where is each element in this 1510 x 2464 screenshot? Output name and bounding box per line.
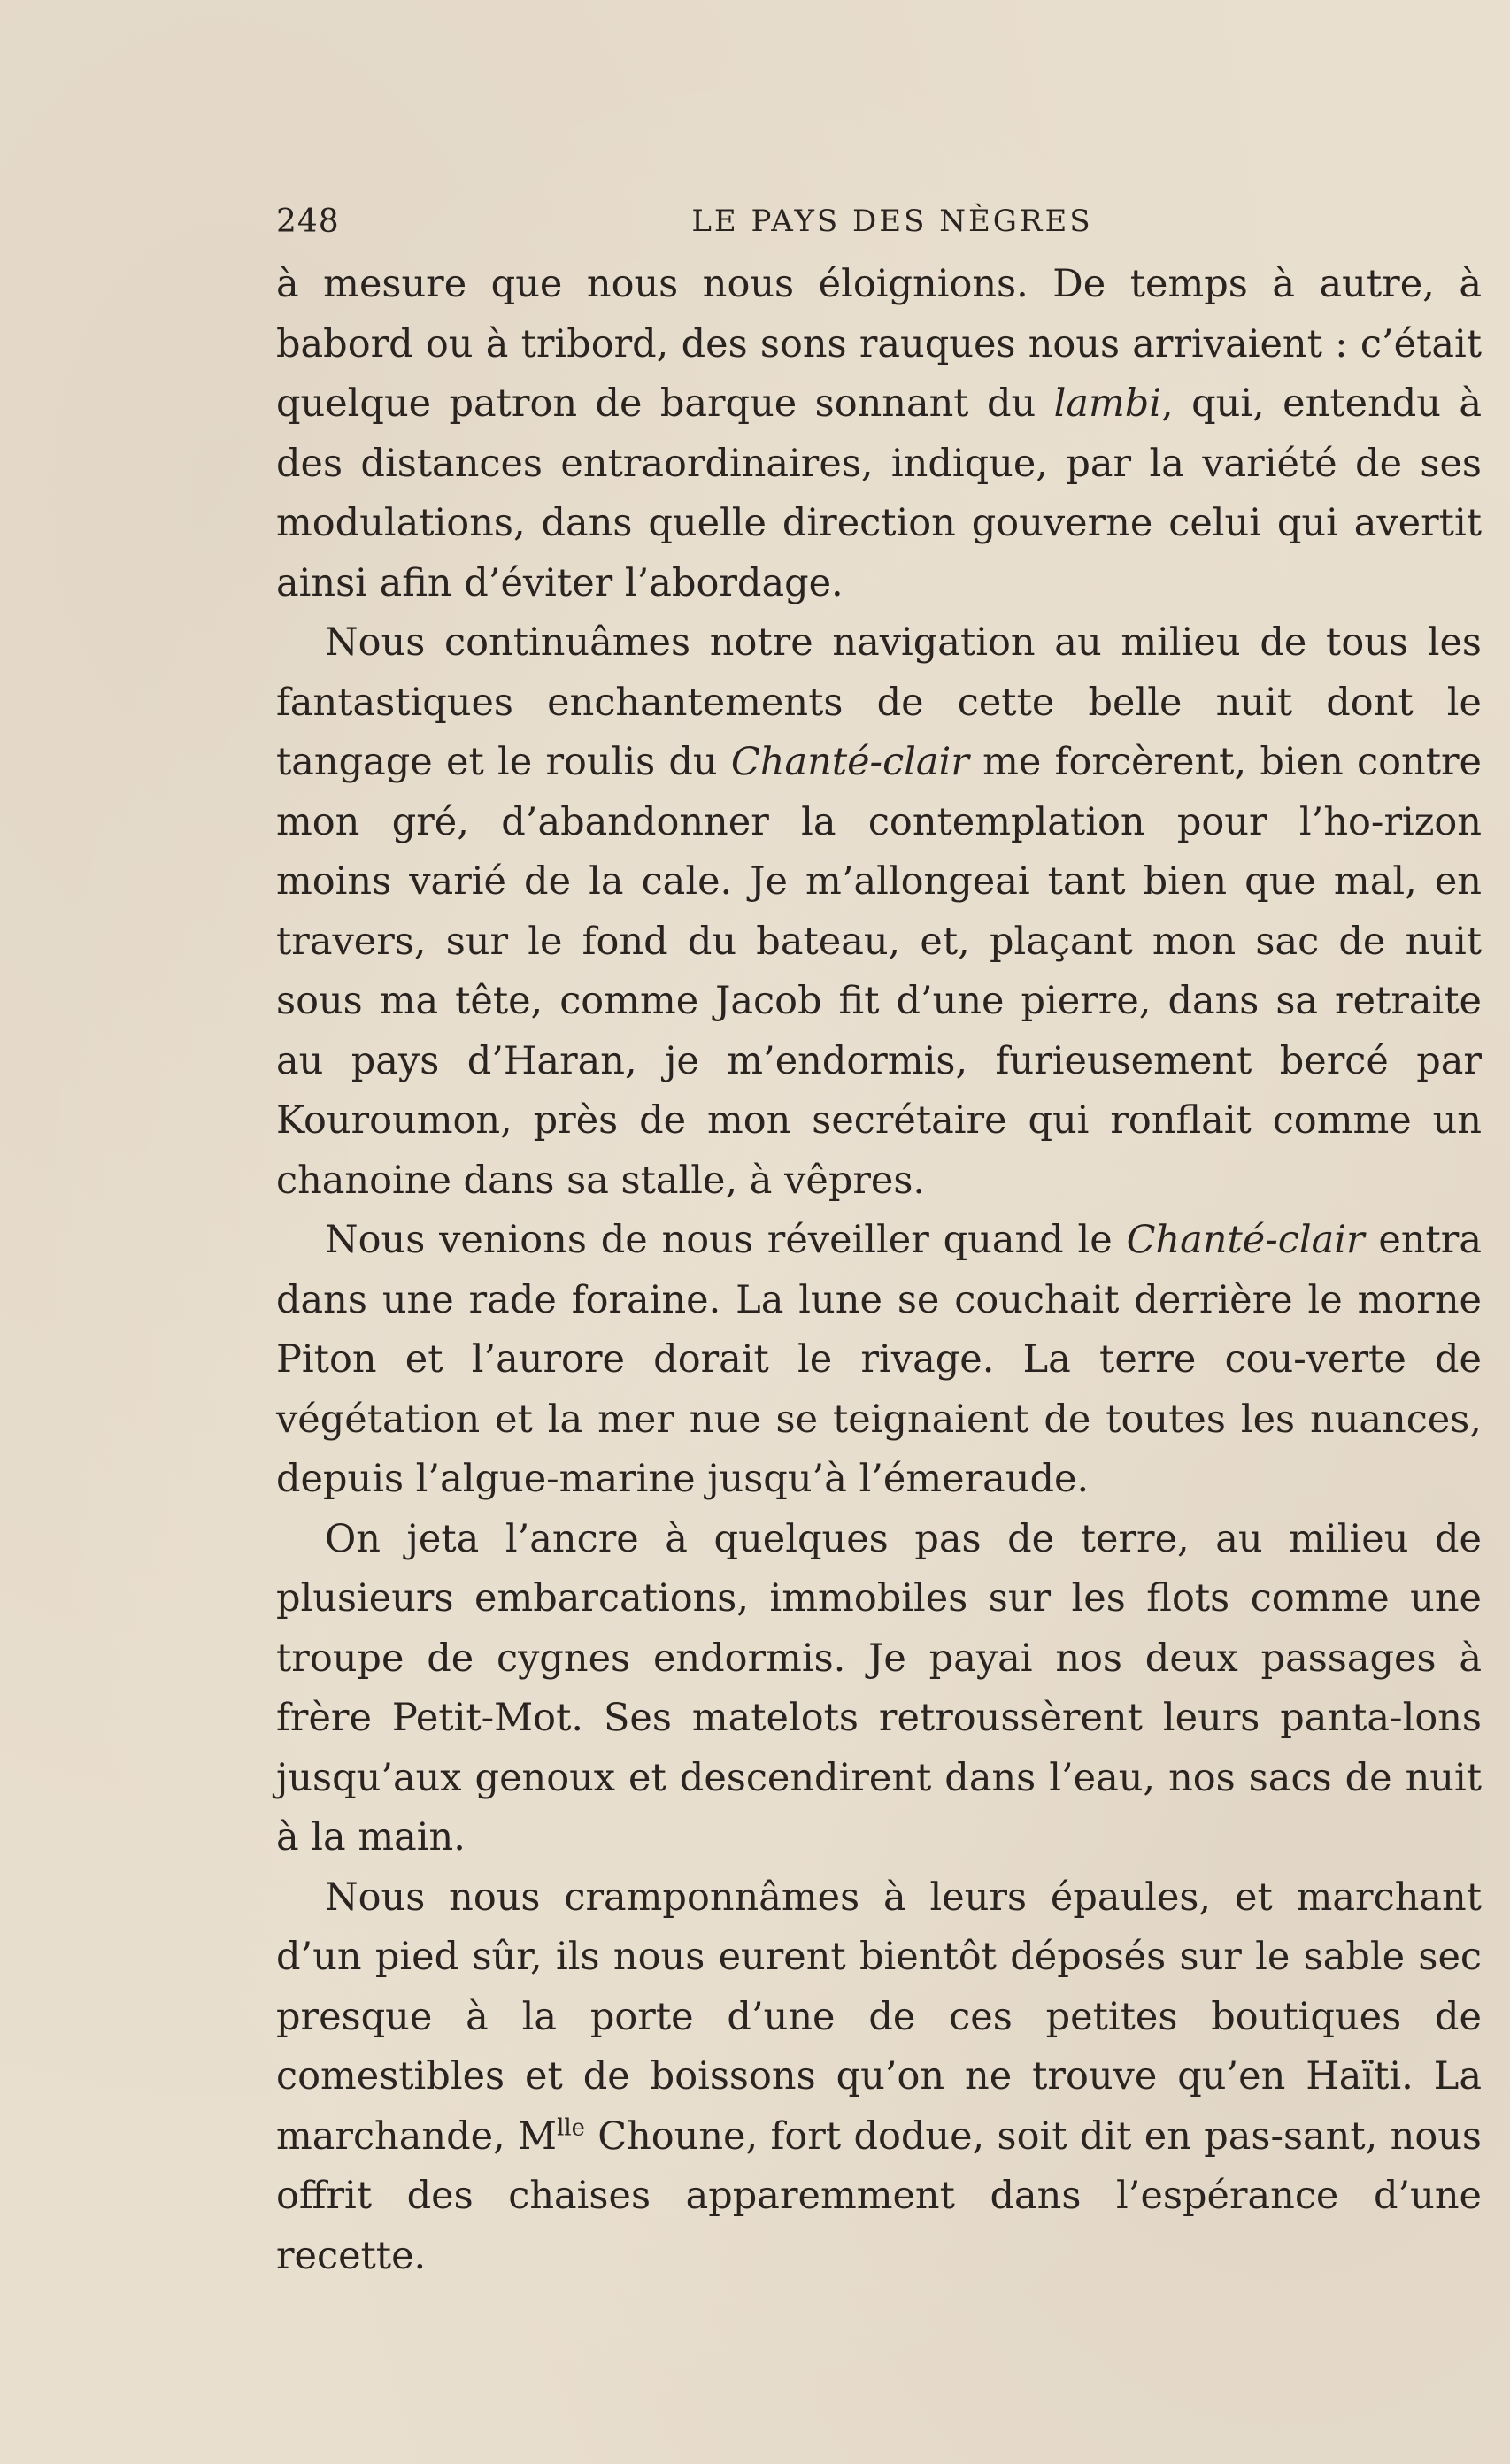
paragraph: Nous nous cramponnâmes à leurs épaules, et marchant d’un pied sûr, ils nous eurent bientôt déposés sur le sable sec presque à la porte d’une de ces petites boutiques de comestibles et de boissons qu’on ne trouve qu’en Haïti. La marchande, $M^{lle}$ Choune, fort dodue, soit dit en pas-sant, nous offrit des chaises apparemment dans l’espérance d’une recette. [276,1875,1482,2278]
paragraph: à mesure que nous nous éloignions. De temps à autre, à babord ou à tribord, des sons rauques nous arrivaient : c’était quelque patron de barque sonnant du lambi, qui, entendu à des distances entraordinaires, indique, par la variété de ses modulations, dans quelle direction gouverne celui qui avertit ainsi afin d’éviter l’abordage. [276,262,1482,605]
paragraph: On jeta l’ancre à quelques pas de terre, au milieu de plusieurs embarcations, immobiles sur les flots comme une troupe de cygnes endormis. Je payai nos deux passages à frère Petit-Mot. Ses matelots retroussèrent leurs panta-lons jusqu’aux genoux et descendirent dans l’eau, nos sacs de nuit à la main. [276,1516,1482,1860]
running-head [276,193,1482,255]
paragraph: Nous continuâmes notre navigation au milieu de tous les fantastiques enchantements de cette belle nuit dont le tangage et le roulis du Chanté-clair me forcèrent, bien contre mon gré, d’abandonner la contemplation pour l’ho-rizon moins varié de la cale. Je m’allongeai tant bien que mal, en travers, sur le fond du bateau, et, plaçant mon sac de nuit sous ma tête, comme Jacob fit d’une pierre, dans sa retraite au pays d’Haran, je m’endormis, furieusement bercé par Kouroumon, près de mon secrétaire qui ronflait comme un chanoine dans sa stalle, à vêpres. [276,620,1483,1203]
paragraph: Nous venions de nous réveiller quand le Chanté-clair entra dans une rade foraine. La lune se couchait derrière le morne Piton et l’aurore dorait le rivage. La terre cou-verte de végétation et la mer nue se teignaient de toutes les nuances, depuis l’algue-marine jusqu’à l’émeraude. [276,1218,1482,1501]
running-title: LE PAYS DES NÈGRES [691,204,1093,239]
page-number: 248 [276,204,340,240]
book-page [276,193,1482,2286]
body-text [276,255,1482,2286]
